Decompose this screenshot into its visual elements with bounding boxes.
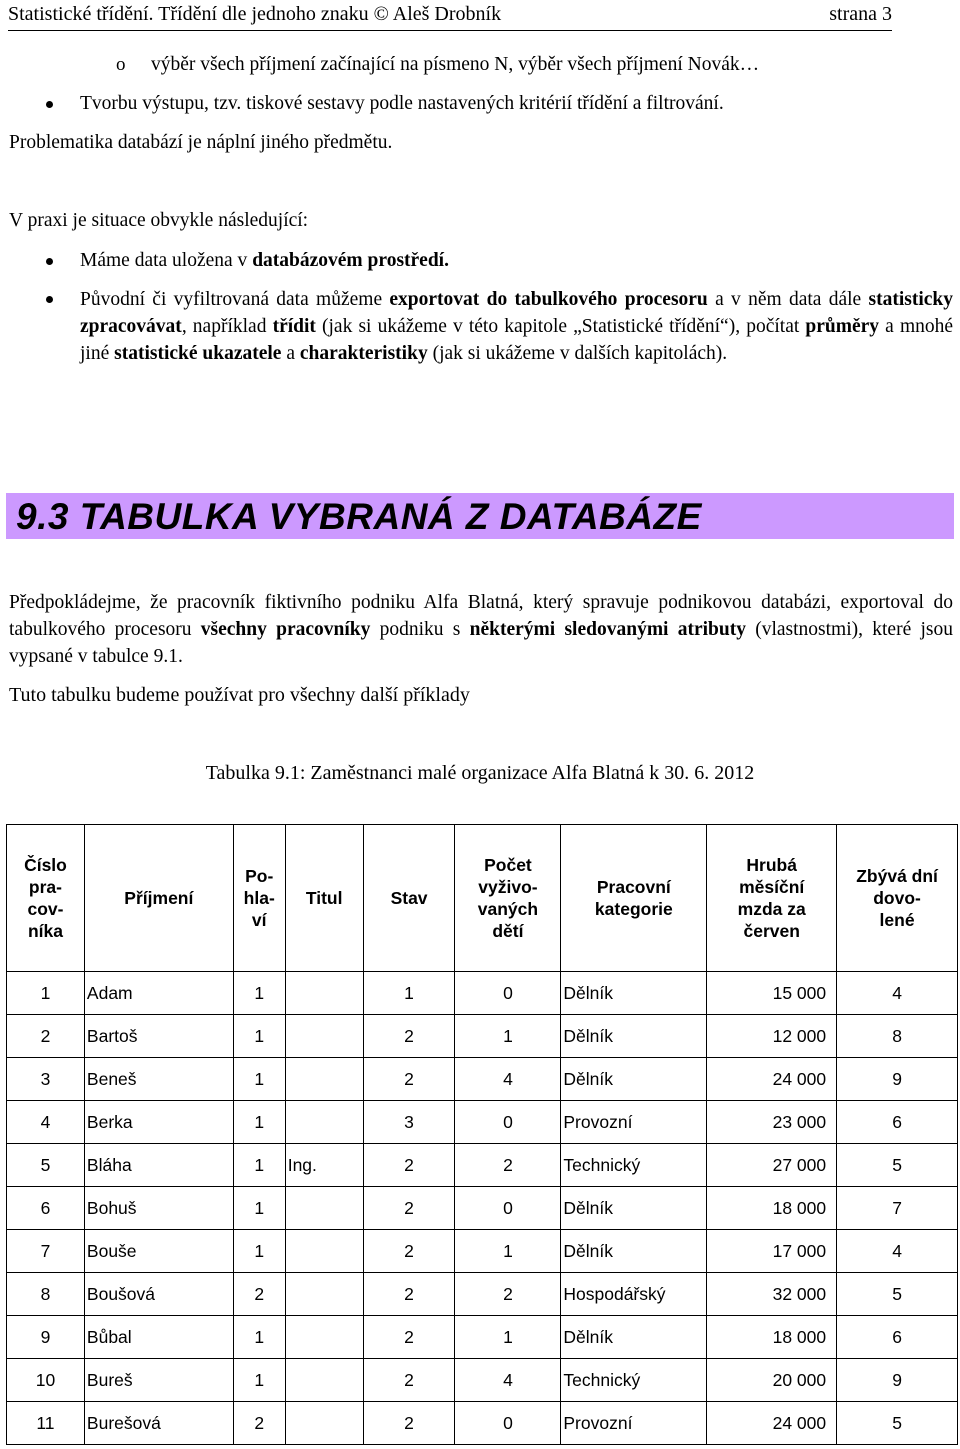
table-cell: 2 [363,1273,455,1316]
table-cell: 1 [233,1058,285,1101]
table-cell: 23 000 [707,1101,837,1144]
bullet-icon [46,101,53,108]
bold-text: statisticky zpracovávat [80,289,953,337]
table-cell: 6 [7,1187,85,1230]
bullet-icon [46,296,53,303]
caption-text: Tabulka 9.1: Zaměstnanci malé organizace Alfa Blatná k 30. 6. 2012 [205,762,755,784]
table-cell [285,1101,363,1144]
table-cell: Dělník [561,1230,707,1273]
table-cell: 1 [233,1144,285,1187]
table-cell: 7 [7,1230,85,1273]
table-cell: 4 [455,1359,561,1402]
table-cell: 3 [7,1058,85,1101]
table-cell: 4 [837,972,958,1015]
text-span: Předpokládejme, že pracovník fiktivního podniku Alfa Blatná, který spravuje podnikovou databázi, exportoval do tabulkového procesoru [9,592,953,640]
table-cell: 20 000 [707,1359,837,1402]
table-cell: 9 [7,1316,85,1359]
table-cell [285,1015,363,1058]
table-row [7,1273,958,1316]
table-cell: 11 [7,1402,85,1445]
bold-text: statistické ukazatele [114,343,282,364]
body-line: Tuto tabulku budeme používat pro všechny další příklady [9,684,470,706]
text-span: a [281,343,300,364]
bold-text: všechny pracovníky [200,619,371,640]
table-cell: 5 [837,1144,958,1187]
table-cell [285,1058,363,1101]
table-row [7,1402,958,1445]
table-cell: 0 [455,1101,561,1144]
table-cell: 1 [233,1316,285,1359]
text-span: Máme data uložena v [80,250,253,271]
table-cell: 1 [455,1316,561,1359]
table-cell: 18 000 [707,1316,837,1359]
table-cell: 0 [455,972,561,1015]
table-cell: 1 [455,1230,561,1273]
table-cell: Dělník [561,1058,707,1101]
table-cell: 2 [233,1273,285,1316]
table-row [7,1101,958,1144]
page-header [8,0,892,31]
table-cell: 0 [455,1187,561,1230]
table-cell: 27 000 [707,1144,837,1187]
table-row [7,972,958,1015]
table-cell: Bohuš [84,1187,233,1230]
table-cell: Bartoš [84,1015,233,1058]
employees-table [6,824,958,1445]
table-cell: Technický [561,1144,707,1187]
table-cell: 4 [7,1101,85,1144]
table-cell: Provozní [561,1402,707,1445]
table-cell: 24 000 [707,1058,837,1101]
table-cell: Hospodářský [561,1273,707,1316]
column-header: Pracovní kategorie [561,825,707,972]
table-cell: Bouše [84,1230,233,1273]
column-header: Zbývá dní dovo- lené [837,825,958,972]
table-cell: 1 [233,1230,285,1273]
table-row [7,1144,958,1187]
section-heading-bar [6,493,954,539]
table-cell: Burešová [84,1402,233,1445]
table-header-row [7,825,958,972]
table-cell: Bureš [84,1359,233,1402]
table-cell: Provozní [561,1101,707,1144]
table-cell [285,1187,363,1230]
table-cell: 1 [455,1015,561,1058]
text-line: V praxi je situace obvykle následující: [9,210,309,231]
table-body [7,972,958,1445]
table-cell: 4 [455,1058,561,1101]
table-cell: Dělník [561,1187,707,1230]
text-line: Problematika databází je náplní jiného předmětu. [9,132,393,153]
text-span: (jak si ukážeme v dalších kapitolách). [427,343,728,364]
table-cell [285,1273,363,1316]
table-cell: 2 [363,1015,455,1058]
column-header: Hrubá měsíční mzda za červen [707,825,837,972]
table-cell [285,1359,363,1402]
bold-text: exportovat do tabulkového procesoru [389,289,708,310]
text-span: a mnohé jiné [80,316,954,364]
text-span: (vlastnostmi), které jsou vypsané v tabulce 9.1. [9,619,953,667]
table-cell: 9 [837,1058,958,1101]
table-cell: 2 [363,1058,455,1101]
table-cell: 18 000 [707,1187,837,1230]
table-cell: Dělník [561,972,707,1015]
table-cell: 8 [837,1015,958,1058]
table-caption [0,759,960,787]
table-cell: 12 000 [707,1015,837,1058]
table-cell: 1 [233,1359,285,1402]
section-title: 9.3 TABULKA VYBRANÁ Z DATABÁZE [16,496,702,537]
table-cell: 2 [363,1402,455,1445]
sub-bullet-marker: o [116,54,126,75]
table-row [7,1230,958,1273]
text-span: , například [181,316,273,337]
table-cell: 1 [233,1015,285,1058]
table-cell: 15 000 [707,972,837,1015]
bold-text: některými sledovanými atributy [469,619,746,640]
table-row [7,1359,958,1402]
table-cell: Beneš [84,1058,233,1101]
column-header: Po- hla- ví [233,825,285,972]
table-cell: 6 [837,1101,958,1144]
table-cell: Ing. [285,1144,363,1187]
table-cell: Adam [84,972,233,1015]
table-cell: 0 [455,1402,561,1445]
table-cell: 2 [363,1144,455,1187]
table-cell: 2 [7,1015,85,1058]
bold-text: průměry [805,316,880,337]
table-cell: Dělník [561,1015,707,1058]
column-header: Počet vyživo- vaných dětí [455,825,561,972]
table-cell: 1 [363,972,455,1015]
column-header: Stav [363,825,455,972]
table-cell: 5 [7,1144,85,1187]
table-cell: 9 [837,1359,958,1402]
column-header: Titul [285,825,363,972]
sub-bullet-text: výběr všech příjmení začínající na písmeno N, výběr všech příjmení Novák… [151,54,760,75]
bold-text: databázovém prostředí. [252,250,449,271]
header-title: Statistické třídění. Třídění dle jednoho znaku © Aleš Drobník [8,3,502,25]
table-cell: Bláha [84,1144,233,1187]
table-cell [285,1230,363,1273]
bullet-output: Tvorbu výstupu, tzv. tiskové sestavy podle nastavených kritérií třídění a filtrování. [80,93,724,114]
bold-text: třídit [272,316,316,337]
table-cell: 2 [363,1230,455,1273]
table-cell: Technický [561,1359,707,1402]
text-span: (jak si ukážeme v této kapitole „Statistické třídění“), počítat [315,316,806,337]
table-cell: 17 000 [707,1230,837,1273]
table-cell: Bůbal [84,1316,233,1359]
table-cell: 2 [363,1359,455,1402]
table-cell: 2 [363,1316,455,1359]
table-cell [285,1316,363,1359]
table-cell: 2 [455,1273,561,1316]
table-cell: 4 [837,1230,958,1273]
column-header: Příjmení [84,825,233,972]
text-span: Původní či vyfiltrovaná data můžeme [80,289,390,310]
bullet-icon [46,258,53,265]
table-cell: 1 [233,1101,285,1144]
table-cell: 1 [7,972,85,1015]
bullet-export-paragraph [80,286,953,367]
column-header: Číslo pra- cov- níka [7,825,85,972]
table-cell: 2 [233,1402,285,1445]
bullet-database [80,248,449,274]
table-cell: 8 [7,1273,85,1316]
body-paragraph [9,589,953,670]
page-number: strana 3 [829,3,892,25]
table-cell: Dělník [561,1316,707,1359]
table-row [7,1058,958,1101]
table-row [7,1187,958,1230]
table-cell: 5 [837,1273,958,1316]
table-cell: 2 [455,1144,561,1187]
table-row [7,1015,958,1058]
table-cell: 1 [233,1187,285,1230]
table-cell [285,1402,363,1445]
table-cell: 32 000 [707,1273,837,1316]
text-span: podniku s [370,619,470,640]
text-span: a v něm data dále [707,289,869,310]
table-cell: 1 [233,972,285,1015]
table-cell: 10 [7,1359,85,1402]
table-cell: 5 [837,1402,958,1445]
table-cell: 7 [837,1187,958,1230]
table-cell: 2 [363,1187,455,1230]
table-cell [285,972,363,1015]
table-cell: Berka [84,1101,233,1144]
bold-text: charakteristiky [299,343,428,364]
table-row [7,1316,958,1359]
table-cell: 6 [837,1316,958,1359]
table-cell: 24 000 [707,1402,837,1445]
table-cell: Boušová [84,1273,233,1316]
table-cell: 3 [363,1101,455,1144]
